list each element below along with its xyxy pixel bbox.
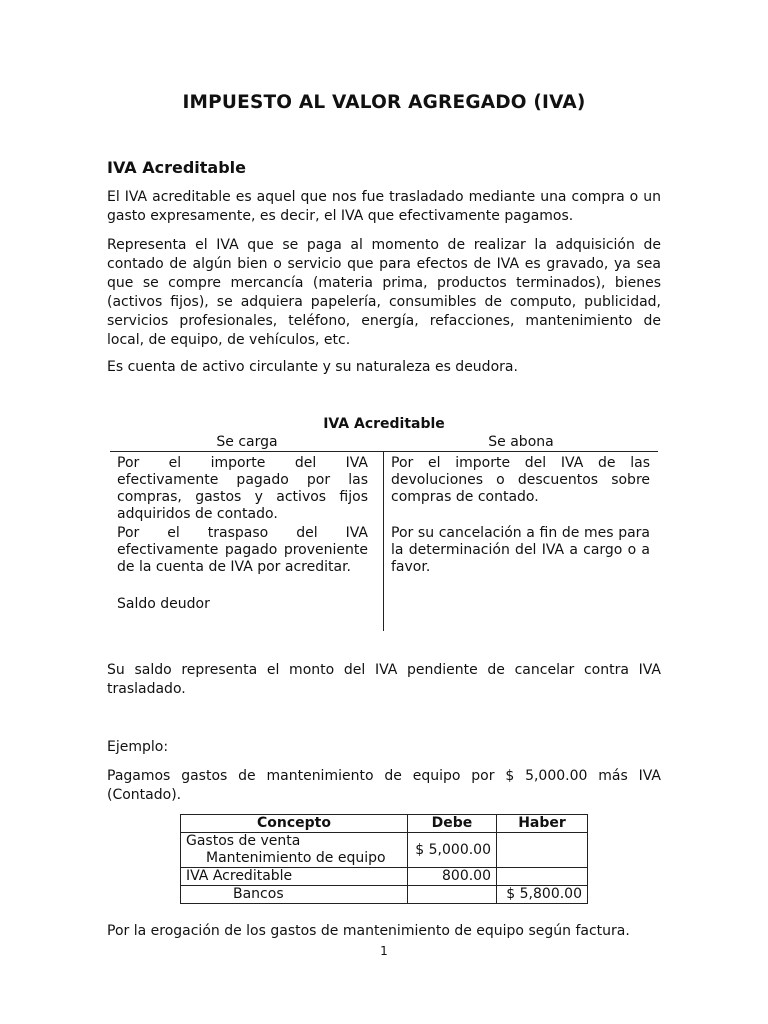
table-cell-debe: 800.00 — [408, 868, 497, 886]
paragraph-definition: El IVA acreditable es aquel que nos fue trasladado mediante una compra o un gasto expresamente, es decir, el IVA que efectivamente pagamos. — [107, 189, 661, 224]
table-row — [181, 868, 588, 886]
column-header: Debe — [408, 815, 497, 833]
table-cell-concepto: IVA Acreditable — [181, 868, 408, 886]
paragraph-nature: Es cuenta de activo circulante y su naturaleza es deudora. — [107, 359, 518, 375]
table-header-row — [181, 815, 588, 833]
t-account-debit-item: Por el importe del IVA efectivamente pagado por las compras, gastos y activos fijos adquiridos de contado. — [117, 455, 368, 522]
column-header: Haber — [497, 815, 588, 833]
table-cell-haber — [497, 868, 588, 886]
table-cell-concepto: Bancos — [181, 886, 408, 904]
t-account-title: IVA Acreditable — [323, 416, 445, 432]
table-row — [181, 833, 588, 868]
document-title: IMPUESTO AL VALOR AGREGADO (IVA) — [182, 92, 586, 113]
t-account-debit-item: Por el traspaso del IVA efectivamente pagado proveniente de la cuenta de IVA por acreditar. — [117, 525, 368, 575]
table-cell-debe: $ 5,000.00 — [408, 833, 497, 868]
section-title: IVA Acreditable — [107, 158, 246, 177]
table-row — [181, 886, 588, 904]
paragraph-description: Representa el IVA que se paga al momento de realizar la adquisición de contado de algún bien o servicio que para efectos de IVA es gravado, ya sea que se compre mercancía (materia prima, productos terminados), bienes (activos fijos), se adquiera papelería, consumibles de computo, publicidad, servicios profesionales, teléfono, energía, refacciones, mantenimiento de local, de equipo, de vehículos, etc. — [107, 237, 661, 348]
t-account-credit-item: Por el importe del IVA de las devoluciones o descuentos sobre compras de contado. — [391, 455, 650, 505]
page-number: 1 — [380, 944, 388, 958]
table-cell-haber — [497, 833, 588, 868]
paragraph-balance: Su saldo representa el monto del IVA pendiente de cancelar contra IVA trasladado. — [107, 662, 661, 697]
t-account-vertical-line — [383, 451, 384, 631]
example-label: Ejemplo: — [107, 739, 169, 755]
t-account-credit-header: Se abona — [488, 434, 554, 450]
journal-entry-table — [180, 814, 588, 904]
column-header: Concepto — [181, 815, 408, 833]
t-account-horizontal-line — [110, 451, 658, 452]
account-name: Gastos de venta — [186, 833, 301, 849]
subaccount-name: Mantenimiento de equipo — [206, 850, 386, 866]
table-cell-concepto — [181, 833, 408, 868]
t-account-debit-balance: Saldo deudor — [117, 596, 210, 612]
table-cell-haber: $ 5,800.00 — [497, 886, 588, 904]
paragraph-entry-description: Por la erogación de los gastos de mantenimiento de equipo según factura. — [107, 923, 630, 939]
paragraph-example: Pagamos gastos de mantenimiento de equipo por $ 5,000.00 más IVA (Contado). — [107, 768, 661, 803]
t-account-debit-header: Se carga — [216, 434, 278, 450]
table-cell-debe — [408, 886, 497, 904]
t-account-credit-item: Por su cancelación a fin de mes para la determinación del IVA a cargo o a favor. — [391, 525, 650, 575]
